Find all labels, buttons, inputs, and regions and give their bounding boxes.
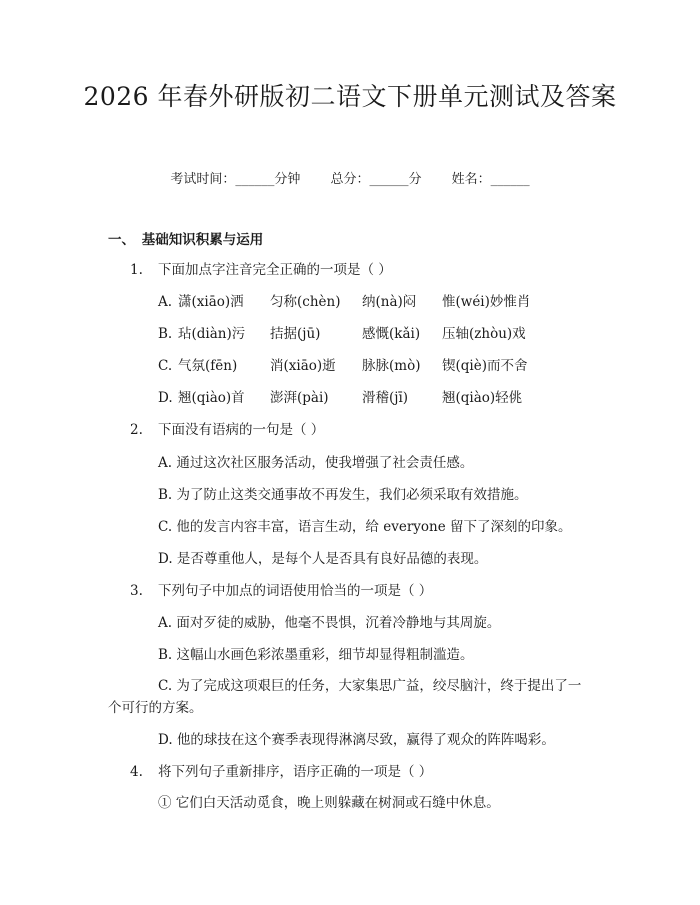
option-word: 气氛(fēn) (178, 358, 238, 374)
page-title: 2026 年春外研版初二语文下册单元测试及答案 (83, 82, 617, 111)
option-word: 纳(nà)闷 (362, 294, 417, 310)
q2-option-d: D. 是否尊重他人，是每个人是否具有良好品德的表现。 (158, 551, 488, 567)
option-word: 澎湃(pài) (270, 390, 329, 406)
question-number: 1. (130, 262, 143, 278)
question-stem: 下面加点字注音完全正确的一项是（ ） (158, 262, 392, 278)
option-word: 滑稽(jī) (362, 390, 409, 406)
option-word: 惟(wéi)妙惟肖 (442, 294, 531, 310)
q4-item-1: ① 它们白天活动觅食，晚上则躲藏在树洞或石缝中休息。 (158, 795, 500, 811)
question-number: 3. (130, 583, 143, 599)
question-number: 4. (130, 764, 143, 780)
question-4 (130, 762, 432, 782)
option-label: D. (158, 390, 173, 406)
option-word: 匀称(chèn) (270, 294, 341, 310)
option-word: 翘(qiào)首 (178, 390, 245, 406)
student-name-field: 姓名：______ (451, 172, 530, 187)
option-word: 玷(diàn)污 (178, 326, 246, 342)
option-label: A. (158, 294, 173, 310)
q2-option-b: B. 为了防止这类交通事故不再发生，我们必须采取有效措施。 (158, 487, 528, 503)
question-stem: 下列句子中加点的词语使用恰当的一项是（ ） (158, 583, 433, 599)
option-word: 翘(qiào)轻佻 (442, 390, 523, 406)
question-1 (130, 260, 392, 280)
q2-option-a: A. 通过这次社区服务活动，使我增强了社会责任感。 (158, 455, 474, 471)
total-score-field: 总分：______分 (330, 172, 422, 187)
question-stem: 将下列句子重新排序，语序正确的一项是（ ） (158, 764, 433, 780)
q3-option-d: D. 他的球技在这个赛季表现得淋漓尽致，赢得了观众的阵阵喝彩。 (158, 732, 555, 748)
option-word: 压轴(zhòu)戏 (442, 326, 526, 342)
q2-option-c: C. 他的发言内容丰富，语言生动，给 everyone 留下了深刻的印象。 (158, 519, 572, 535)
q1-option-b (158, 324, 598, 344)
q3-option-a: A. 面对歹徒的威胁，他毫不畏惧，沉着冷静地与其周旋。 (158, 615, 501, 631)
option-label: B. (158, 326, 173, 342)
option-word: 拮据(jū) (270, 326, 321, 342)
q3-option-c: C. 为了完成这项艰巨的任务，大家集思广益，绞尽脑汁，终于提出了一个可行的方案。 (108, 678, 582, 716)
question-2 (130, 420, 324, 440)
option-label: C. (158, 358, 173, 374)
question-3 (130, 581, 432, 601)
q1-option-d (158, 388, 598, 408)
option-word: 锲(qiè)而不舍 (442, 358, 528, 374)
option-word: 消(xiāo)逝 (270, 358, 336, 374)
option-word: 潇(xiāo)洒 (178, 294, 244, 310)
question-stem: 下面没有语病的一句是（ ） (158, 422, 325, 438)
option-word: 脉脉(mò) (362, 358, 421, 374)
section-heading: 一、 基础知识积累与运用 (108, 232, 264, 248)
q1-option-c (158, 356, 598, 376)
exam-time-field: 考试时间：______分钟 (170, 172, 301, 187)
exam-info-line (0, 170, 700, 190)
option-word: 感慨(kǎi) (362, 326, 421, 342)
q1-option-a (158, 292, 598, 312)
question-number: 2. (130, 422, 143, 438)
q3-option-b: B. 这幅山水画色彩浓墨重彩，细节却显得粗制滥造。 (158, 647, 474, 663)
